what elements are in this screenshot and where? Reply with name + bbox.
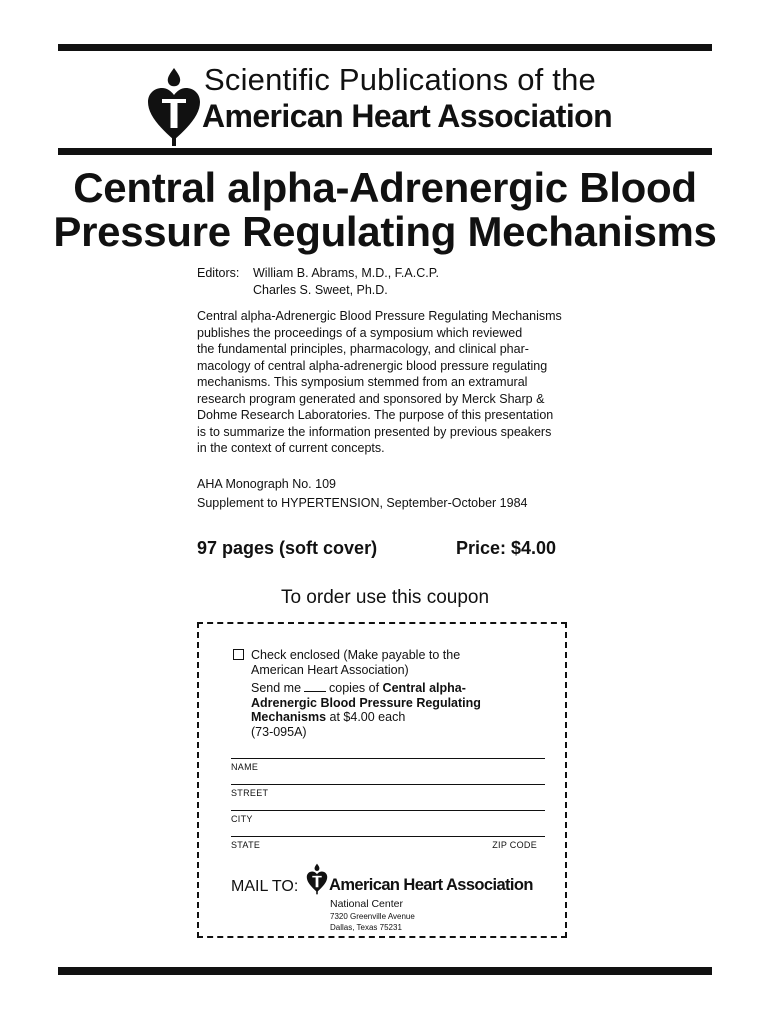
check-enclosed-checkbox[interactable] xyxy=(233,649,244,660)
description-line: Central alpha-Adrenergic Blood Pressure Regulating Mechanisms xyxy=(197,309,562,323)
mail-city: Dallas, Texas 75231 xyxy=(330,923,402,932)
send-mid: copies of xyxy=(329,681,380,695)
book-title-part: Adrenergic Blood Pressure Regulating xyxy=(251,695,481,710)
title-line-1: Central alpha-Adrenergic Blood xyxy=(73,164,697,211)
editors-label: Editors: xyxy=(197,266,240,280)
order-code: (73-095A) xyxy=(251,724,307,739)
copies-quantity-blank[interactable] xyxy=(304,682,326,692)
top-rule xyxy=(58,44,712,51)
title-line-2: Pressure Regulating Mechanisms xyxy=(53,208,717,255)
city-field[interactable] xyxy=(231,810,545,824)
description-line: in the context of current concepts. xyxy=(197,441,385,455)
mail-street: 7320 Greenville Avenue xyxy=(330,912,415,921)
monograph-number: AHA Monograph No. 109 xyxy=(197,477,336,491)
heart-torch-icon xyxy=(146,66,202,148)
editor-name: William B. Abrams, M.D., F.A.C.P. xyxy=(253,266,439,280)
city-field-label: CITY xyxy=(231,814,253,824)
order-coupon xyxy=(197,622,567,938)
mail-center: National Center xyxy=(330,898,403,910)
editor-name: Charles S. Sweet, Ph.D. xyxy=(253,283,388,297)
price: Price: $4.00 xyxy=(456,538,557,558)
send-suffix: at $4.00 each xyxy=(329,710,406,724)
send-copies-text xyxy=(251,681,531,739)
mail-organization: American Heart Association xyxy=(329,876,533,894)
description xyxy=(197,308,597,457)
description-line: macology of central alpha-adrenergic blood pressure regulating xyxy=(197,358,548,373)
editors xyxy=(197,265,439,299)
description-line: Dohme Research Laboratories. The purpose of this presentation xyxy=(197,408,554,422)
header-line-2: American Heart Association xyxy=(202,98,613,134)
street-field-label: STREET xyxy=(231,788,269,798)
name-field[interactable] xyxy=(231,758,545,772)
description-line: publishes the proceedings of a symposium which reviewed xyxy=(197,325,523,340)
check-label: Check enclosed (Make payable to the xyxy=(251,648,461,662)
description-line: research program generated and sponsored by Merck Sharp & xyxy=(197,391,545,406)
name-field-label: NAME xyxy=(231,762,259,772)
order-prompt: To order use this coupon xyxy=(280,587,490,608)
state-zip-field[interactable] xyxy=(231,836,545,850)
monograph-supplement: Supplement to HYPERTENSION, September-October 1984 xyxy=(197,496,528,510)
check-option xyxy=(233,648,460,678)
page-count: 97 pages (soft cover) xyxy=(197,538,378,558)
description-line: is to summarize the information presented by previous speakers xyxy=(197,424,552,439)
mail-address xyxy=(330,898,415,933)
mail-to-label: MAIL TO: xyxy=(231,878,299,895)
check-label-line-2: American Heart Association) xyxy=(251,663,409,677)
book-title-part: Mechanisms xyxy=(251,710,327,724)
bottom-rule xyxy=(58,967,712,975)
heart-torch-icon xyxy=(306,862,328,896)
zip-field-label: ZIP CODE xyxy=(492,840,537,850)
header-line-1: Scientific Publications of the xyxy=(204,62,596,97)
book-title-part: Central alpha- xyxy=(382,681,466,695)
street-field[interactable] xyxy=(231,784,545,798)
header-rule xyxy=(58,148,712,155)
state-field-label: STATE xyxy=(231,840,261,850)
description-line: the fundamental principles, pharmacology, and clinical phar- xyxy=(197,342,529,356)
send-prefix: Send me xyxy=(251,681,302,695)
monograph-info xyxy=(197,475,527,513)
description-line: mechanisms. This symposium stemmed from an extramural xyxy=(197,375,528,389)
